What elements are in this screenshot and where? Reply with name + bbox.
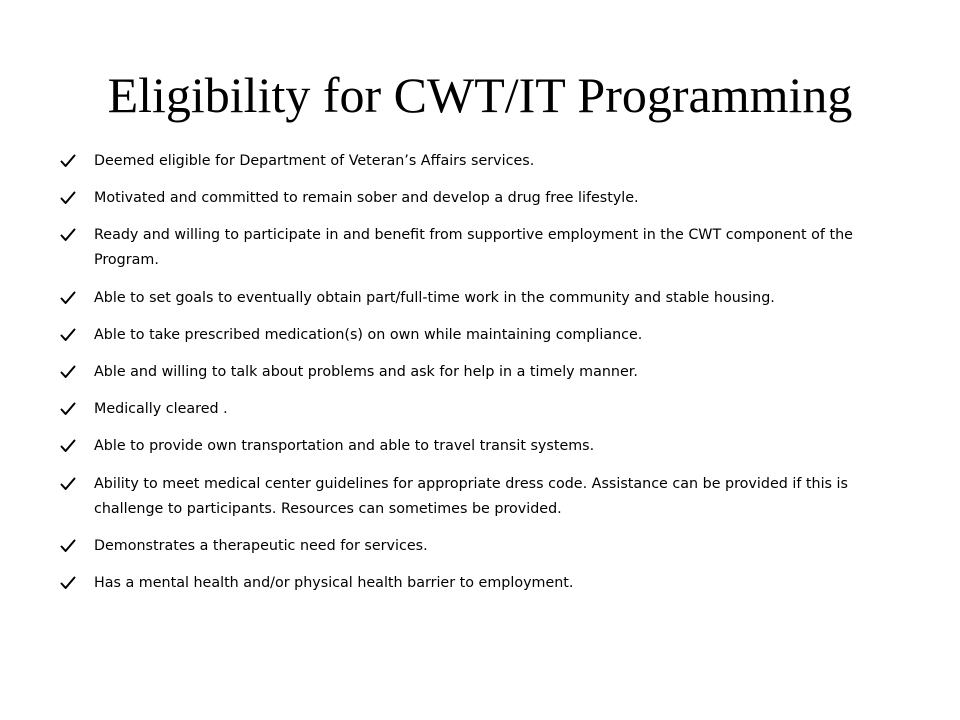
eligibility-list (60, 149, 910, 608)
list-item (60, 571, 910, 596)
slide-title: Eligibility for CWT/IT Programming (107, 67, 853, 123)
list-item-text: Motivated and committed to remain sober and develop a drug free lifestyle. (94, 190, 639, 207)
list-item (60, 149, 910, 174)
list-item (60, 472, 910, 522)
list-item-text: Able to set goals to eventually obtain part/full-time work in the community and stable housing. (94, 289, 775, 306)
list-item-text: Ready and willing to participate in and benefit from supportive employment in the CWT component of the Program. (94, 227, 853, 269)
list-item-text: Ability to meet medical center guidelines for appropriate dress code. Assistance can be provided if this is challenge to participants. Resources can sometimes be provided. (94, 475, 848, 517)
checkmark-icon (60, 365, 76, 379)
checkmark-icon (60, 477, 76, 491)
list-item (60, 286, 910, 311)
checkmark-icon (60, 291, 76, 305)
list-item-text: Medically cleared . (94, 401, 228, 418)
checkmark-icon (60, 402, 76, 416)
list-item (60, 223, 910, 273)
checkmark-icon (60, 539, 76, 553)
list-item-text: Able and willing to talk about problems and ask for help in a timely manner. (94, 363, 638, 380)
checkmark-icon (60, 228, 76, 242)
checkmark-icon (60, 439, 76, 453)
list-item (60, 397, 910, 422)
list-item (60, 434, 910, 459)
list-item-text: Demonstrates a therapeutic need for services. (94, 537, 428, 554)
checkmark-icon (60, 191, 76, 205)
list-item-text: Able to provide own transportation and able to travel transit systems. (94, 438, 595, 455)
list-item-text: Deemed eligible for Department of Veteran’s Affairs services. (94, 153, 535, 169)
list-item (60, 186, 910, 211)
list-item-text: Able to take prescribed medication(s) on own while maintaining compliance. (94, 326, 643, 343)
checkmark-icon (60, 154, 76, 168)
checkmark-icon (60, 328, 76, 342)
list-item (60, 323, 910, 348)
checkmark-icon (60, 576, 76, 590)
list-item (60, 360, 910, 385)
list-item-text: Has a mental health and/or physical health barrier to employment. (94, 574, 574, 591)
list-item (60, 534, 910, 559)
